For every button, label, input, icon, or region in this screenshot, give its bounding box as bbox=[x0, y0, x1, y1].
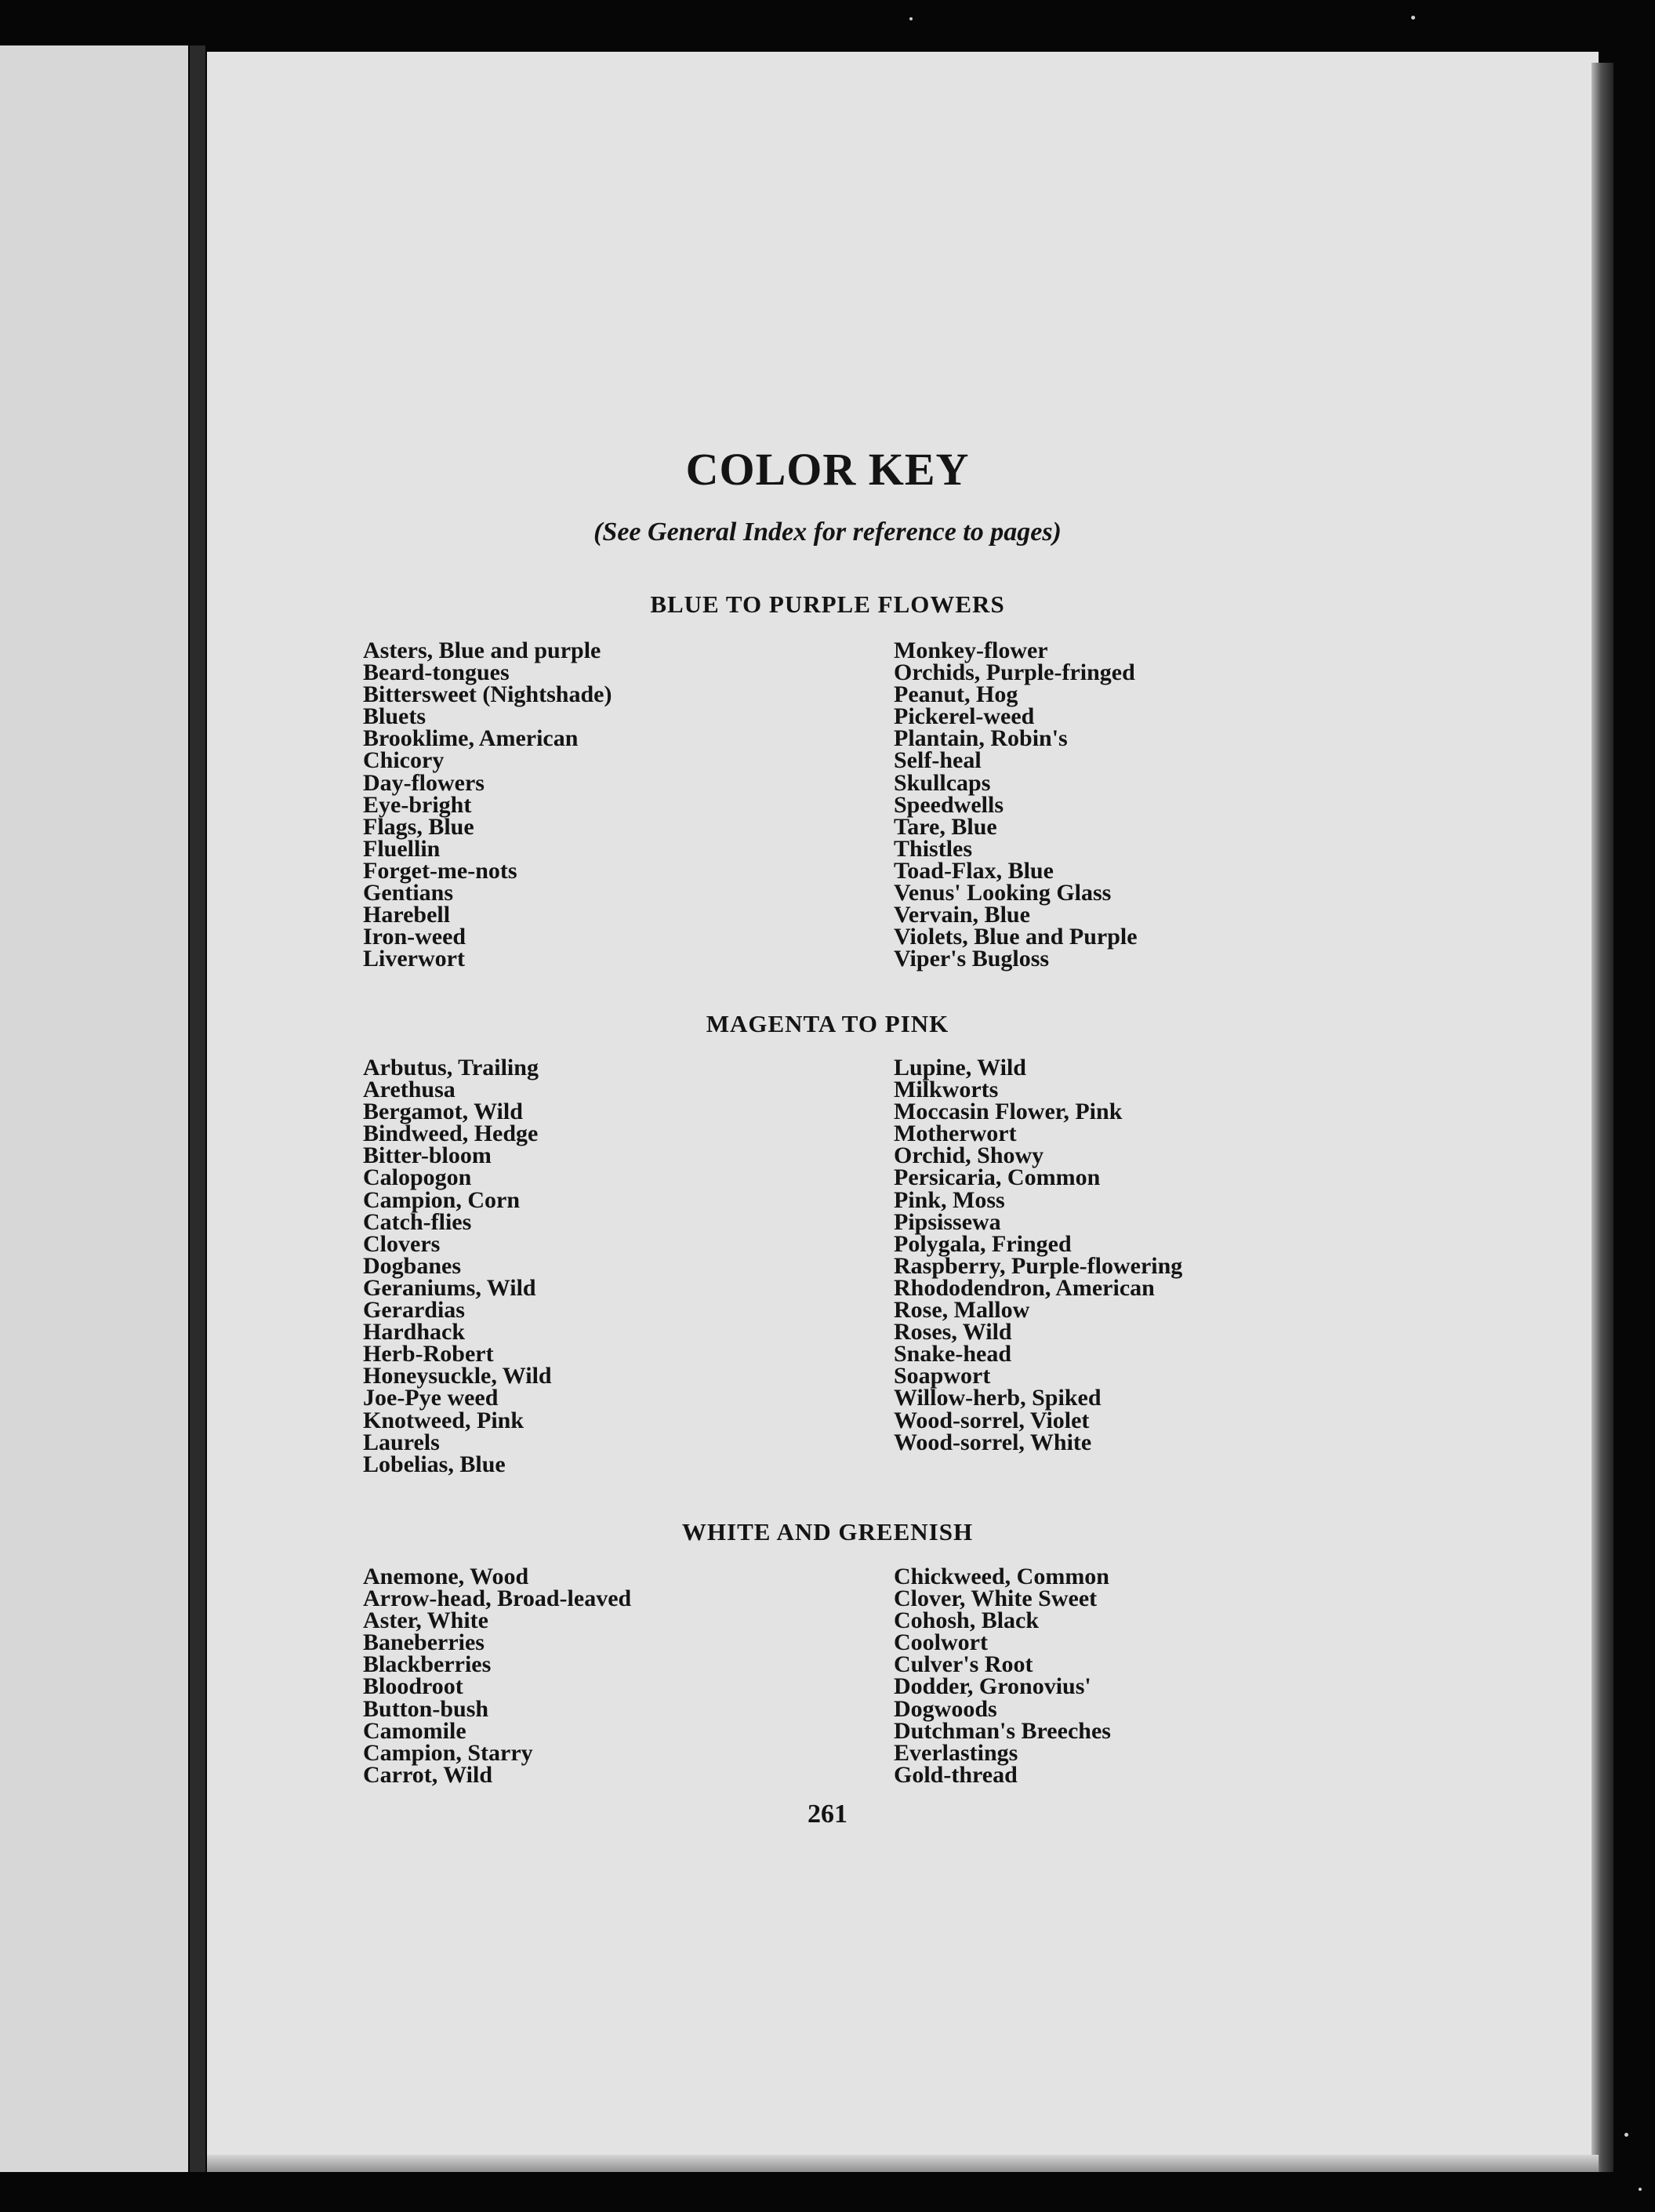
list-item: Button-bush bbox=[363, 1695, 489, 1722]
list-item: Clover, White Sweet bbox=[894, 1585, 1098, 1612]
list-item: Fluellin bbox=[363, 835, 441, 862]
list-item: Brooklime, American bbox=[363, 725, 579, 752]
list-item: Chickweed, Common bbox=[894, 1564, 1109, 1589]
list-item: Milkworts bbox=[894, 1077, 999, 1103]
magenta-pink-left-column bbox=[363, 1057, 552, 1476]
list-item: Gold-thread bbox=[894, 1761, 1018, 1788]
list-item: Persicaria, Common bbox=[894, 1164, 1101, 1191]
list-item: Lobelias, Blue bbox=[363, 1451, 506, 1477]
list-item: Dutchman's Breeches bbox=[894, 1717, 1111, 1744]
list-item: Asters, Blue and purple bbox=[363, 637, 601, 663]
blue-purple-left-column bbox=[363, 637, 612, 972]
list-item: Bergamot, Wild bbox=[363, 1099, 523, 1125]
list-item: Beard-tongues bbox=[363, 659, 510, 686]
list-item: Hardhack bbox=[363, 1319, 466, 1346]
list-item: Culver's Root bbox=[894, 1651, 1033, 1678]
list-item: Camomile bbox=[363, 1717, 466, 1744]
list-item: Clovers bbox=[363, 1230, 441, 1257]
list-item: Self-heal bbox=[894, 747, 982, 774]
list-item: Calopogon bbox=[363, 1164, 472, 1191]
list-item: Thistles bbox=[894, 835, 973, 862]
list-item: Wood-sorrel, Violet bbox=[894, 1407, 1090, 1433]
page-title: COLOR KEY bbox=[685, 444, 970, 495]
list-item: Coolwort bbox=[894, 1629, 988, 1656]
film-speck bbox=[1624, 2133, 1628, 2137]
list-item: Arbutus, Trailing bbox=[363, 1055, 539, 1081]
white-greenish-right-column bbox=[894, 1566, 1111, 1786]
list-item: Liverwort bbox=[363, 946, 465, 972]
section-heading-white-greenish: WHITE AND GREENISH bbox=[681, 1518, 974, 1545]
list-item: Plantain, Robin's bbox=[894, 725, 1068, 752]
list-item: Bluets bbox=[363, 703, 426, 730]
list-item: Pink, Moss bbox=[894, 1186, 1005, 1213]
list-item: Wood-sorrel, White bbox=[894, 1429, 1092, 1455]
list-item: Iron-weed bbox=[363, 924, 466, 950]
list-item: Tare, Blue bbox=[894, 813, 997, 840]
list-item: Arrow-head, Broad-leaved bbox=[363, 1585, 632, 1612]
list-item: Vervain, Blue bbox=[894, 902, 1030, 928]
white-greenish-left-column bbox=[363, 1566, 631, 1786]
list-item: Roses, Wild bbox=[894, 1319, 1012, 1346]
list-item: Dogwoods bbox=[894, 1695, 997, 1722]
list-item: Toad-Flax, Blue bbox=[894, 857, 1054, 884]
list-item: Raspberry, Purple-flowering bbox=[894, 1252, 1183, 1279]
list-item: Lupine, Wild bbox=[894, 1055, 1026, 1081]
list-item: Catch-flies bbox=[363, 1208, 472, 1235]
list-item: Polygala, Fringed bbox=[894, 1230, 1072, 1257]
list-item: Rose, Mallow bbox=[894, 1297, 1030, 1324]
list-item: Pickerel-weed bbox=[894, 703, 1035, 730]
list-item: Everlastings bbox=[894, 1739, 1018, 1766]
list-item: Gentians bbox=[363, 880, 454, 906]
list-item: Anemone, Wood bbox=[363, 1564, 529, 1589]
list-item: Gerardias bbox=[363, 1297, 465, 1324]
list-item: Dogbanes bbox=[363, 1252, 462, 1279]
list-item: Dodder, Gronovius' bbox=[894, 1673, 1091, 1700]
list-item: Bloodroot bbox=[363, 1673, 463, 1700]
list-item: Day-flowers bbox=[363, 769, 485, 796]
film-speck bbox=[1411, 16, 1415, 20]
list-item: Campion, Starry bbox=[363, 1739, 533, 1766]
list-item: Honeysuckle, Wild bbox=[363, 1363, 552, 1389]
page-subtitle: (See General Index for reference to pages) bbox=[593, 518, 1062, 547]
list-item: Baneberries bbox=[363, 1629, 485, 1656]
previous-page-edge bbox=[0, 45, 188, 2172]
list-item: Orchids, Purple-fringed bbox=[894, 659, 1135, 686]
list-item: Willow-herb, Spiked bbox=[894, 1385, 1102, 1411]
list-item: Aster, White bbox=[363, 1607, 488, 1634]
list-item: Laurels bbox=[363, 1429, 440, 1455]
list-item: Orchid, Showy bbox=[894, 1142, 1044, 1169]
list-item: Chicory bbox=[363, 747, 445, 774]
list-item: Carrot, Wild bbox=[363, 1761, 493, 1788]
film-speck bbox=[909, 17, 913, 20]
list-item: Peanut, Hog bbox=[894, 681, 1018, 708]
list-item: Eye-bright bbox=[363, 791, 472, 818]
list-item: Rhododendron, American bbox=[894, 1274, 1155, 1301]
list-item: Knotweed, Pink bbox=[363, 1407, 524, 1433]
section-heading-blue-purple: BLUE TO PURPLE FLOWERS bbox=[650, 590, 1005, 618]
list-item: Flags, Blue bbox=[363, 813, 474, 840]
page-number: 261 bbox=[808, 1800, 847, 1829]
list-item: Arethusa bbox=[363, 1077, 455, 1103]
list-item: Bindweed, Hedge bbox=[363, 1121, 539, 1147]
list-item: Blackberries bbox=[363, 1651, 492, 1678]
list-item: Harebell bbox=[363, 902, 451, 928]
list-item: Bitter-bloom bbox=[363, 1142, 492, 1169]
blue-purple-right-column bbox=[894, 637, 1138, 972]
list-item: Monkey-flower bbox=[894, 637, 1048, 663]
list-item: Venus' Looking Glass bbox=[894, 880, 1112, 906]
list-item: Cohosh, Black bbox=[894, 1607, 1040, 1634]
magenta-pink-right-column bbox=[894, 1057, 1182, 1454]
list-item: Moccasin Flower, Pink bbox=[894, 1099, 1123, 1125]
page-edge-shadow bbox=[1591, 63, 1613, 2172]
list-item: Pipsissewa bbox=[894, 1208, 1001, 1235]
list-item: Motherwort bbox=[894, 1121, 1017, 1147]
page-bottom-shadow bbox=[207, 2155, 1599, 2172]
list-item: Snake-head bbox=[894, 1341, 1012, 1368]
book-gutter bbox=[190, 45, 205, 2172]
list-item: Skullcaps bbox=[894, 769, 991, 796]
list-item: Joe-Pye weed bbox=[363, 1385, 499, 1411]
list-item: Forget-me-nots bbox=[363, 857, 517, 884]
list-item: Campion, Corn bbox=[363, 1186, 521, 1213]
list-item: Speedwells bbox=[894, 791, 1004, 818]
section-heading-magenta-pink: MAGENTA TO PINK bbox=[706, 1010, 949, 1037]
list-item: Soapwort bbox=[894, 1363, 991, 1389]
film-speck bbox=[1639, 2188, 1642, 2191]
list-item: Bittersweet (Nightshade) bbox=[363, 681, 612, 708]
list-item: Violets, Blue and Purple bbox=[894, 924, 1138, 950]
list-item: Geraniums, Wild bbox=[363, 1274, 536, 1301]
list-item: Viper's Bugloss bbox=[894, 946, 1050, 972]
list-item: Herb-Robert bbox=[363, 1341, 494, 1368]
